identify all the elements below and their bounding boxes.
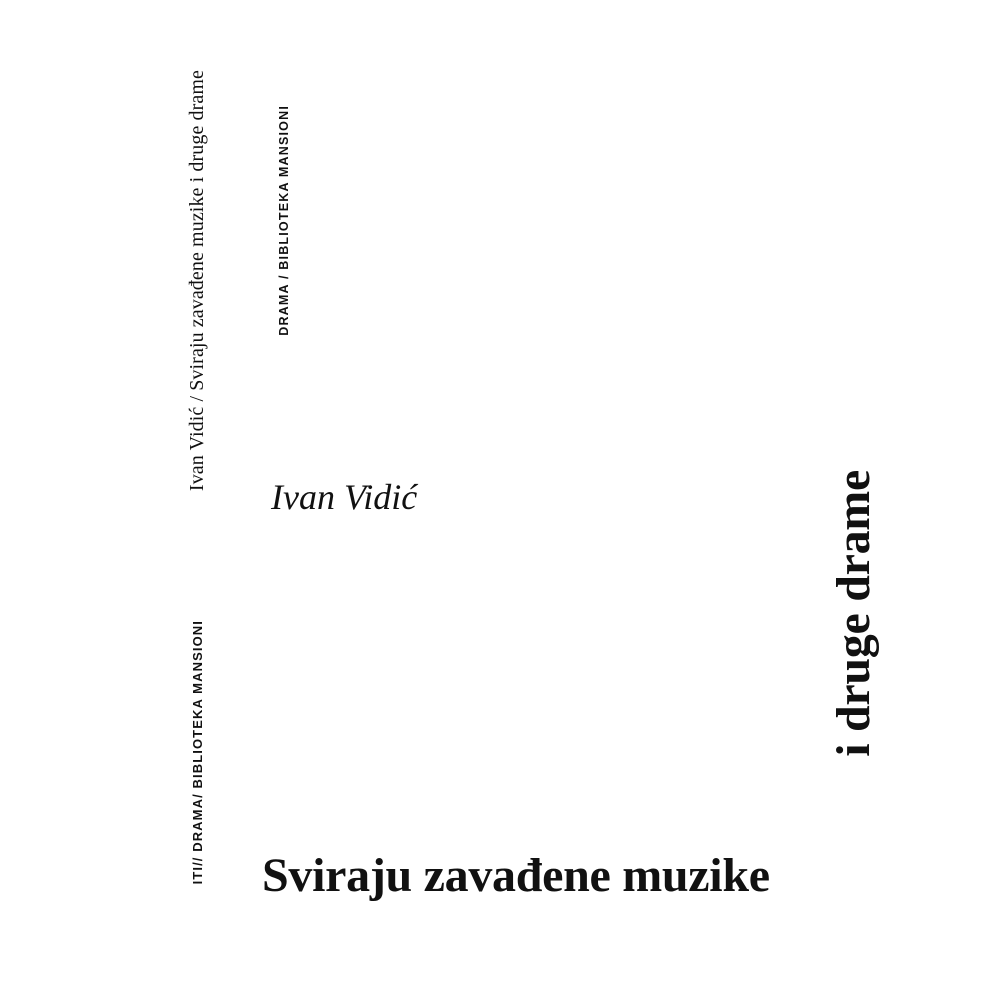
cover-author-name: Ivan Vidić (271, 477, 418, 517)
cover-title-line-1: Sviraju zavađene muzike (262, 849, 770, 902)
spine-publisher-label: ITI// DRAMA/ BIBLIOTEKA MANSIONI (190, 620, 205, 885)
spine-imprint-label: DRAMA / BIBLIOTEKA MANSIONI (277, 105, 291, 336)
spine-author-title: Ivan Vidić / Sviraju zavađene muzike i druge drame (186, 70, 208, 492)
cover-title-line-2: i druge drame (827, 470, 880, 757)
